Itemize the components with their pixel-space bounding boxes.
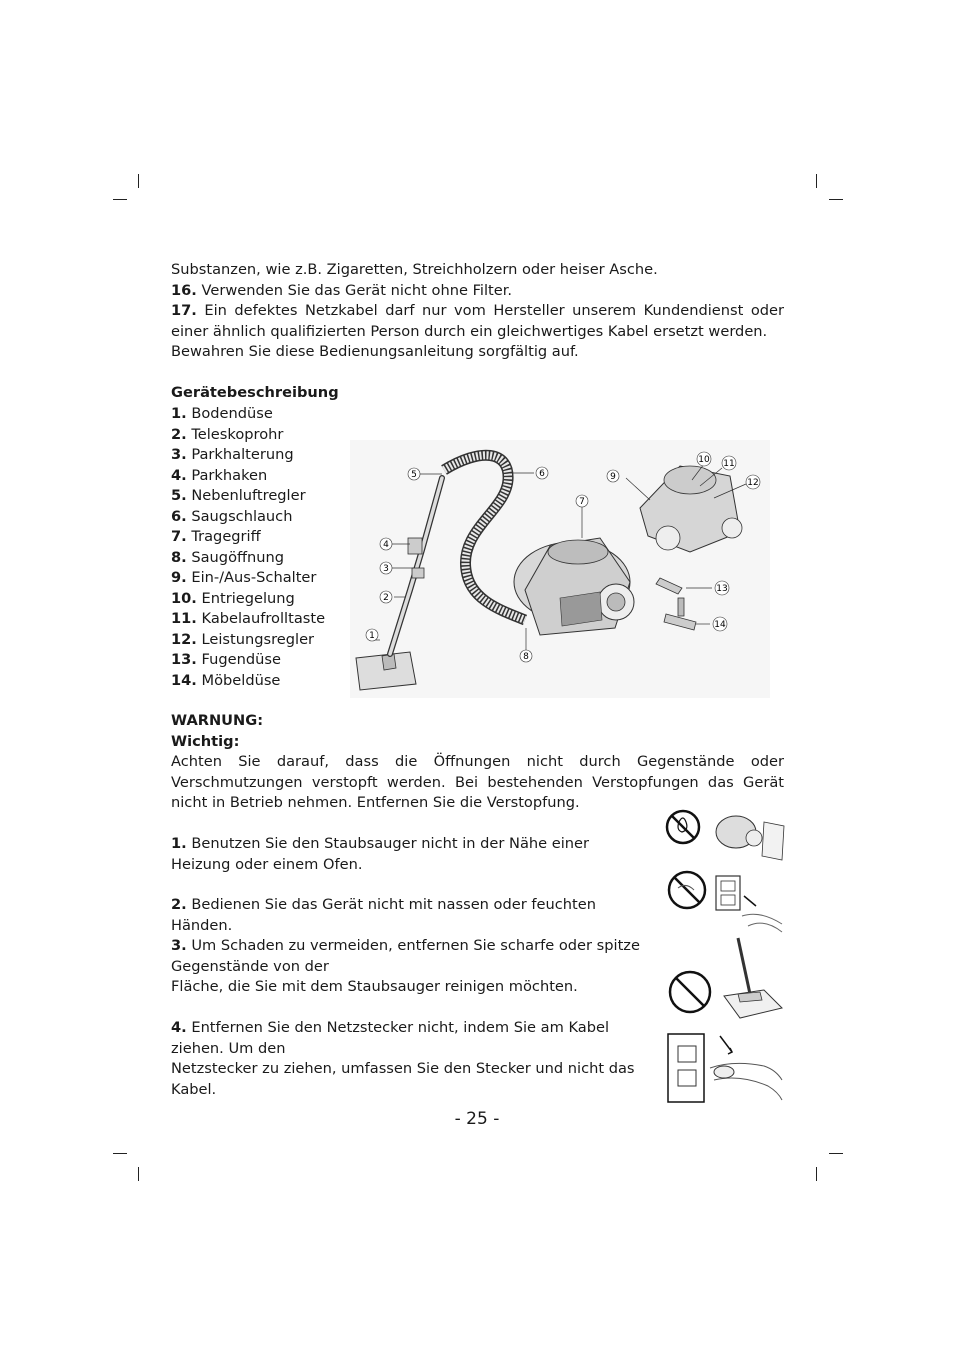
intro-line: Substanzen, wie z.B. Zigaretten, Streichholzern oder heiser Asche. xyxy=(171,261,658,278)
item-number: 11. xyxy=(171,610,197,627)
warning-text: Achten Sie darauf, dass die Öffnungen nicht durch Gegenstände oder Verschmutzungen verstopft werden. Bei bestehenden Verstopfungen das Gerät nicht in Betrieb nehmen. Entfernen Sie die Verstopfung. xyxy=(171,753,784,811)
callout-2: 2 xyxy=(383,593,389,603)
item-number: 4. xyxy=(171,1019,187,1036)
item-text: Ein defektes Netzkabel darf nur vom Hersteller unserem Kundendienst oder einer ähnlich qualifizierten Person durch ein gleichwertiges Kabel ersetzt werden. xyxy=(171,302,784,340)
item-number: 14. xyxy=(171,671,197,689)
item-number: 3. xyxy=(171,937,187,954)
item-number: 6. xyxy=(171,507,187,525)
item-label: Entriegelung xyxy=(201,589,295,607)
item-label: Teleskoprohr xyxy=(191,425,284,443)
callout-8: 8 xyxy=(523,652,529,662)
callout-5: 5 xyxy=(411,470,417,480)
item-number: 5. xyxy=(171,487,187,504)
warning-sharp-objects-illustration xyxy=(664,936,786,1026)
warning-subheading: Wichtig: xyxy=(171,733,240,750)
parts-list-item xyxy=(171,548,284,569)
callout-1: 1 xyxy=(369,631,375,641)
parts-list-item xyxy=(171,589,295,610)
keep-manual-note: Bewahren Sie diese Bedienungsanleitung sorgfältig auf. xyxy=(171,343,579,360)
item-number: 16. xyxy=(171,282,197,299)
warning-item-4 xyxy=(171,1018,653,1100)
item-number: 9. xyxy=(171,569,187,586)
item-label: Parkhalterung xyxy=(191,446,294,463)
crop-mark xyxy=(113,199,127,200)
item-label: Kabelaufrolltaste xyxy=(201,610,326,627)
callout-7: 7 xyxy=(579,497,585,507)
item-number: 3. xyxy=(171,446,187,463)
callout-13: 13 xyxy=(716,584,728,594)
item-number: 7. xyxy=(171,528,187,545)
page-number: - 25 - xyxy=(454,1109,500,1129)
item-number: 1. xyxy=(171,835,187,852)
item-number: 2. xyxy=(171,425,187,443)
item-text: Um Schaden zu vermeiden, entfernen Sie scharfe oder spitze Gegenstände von der xyxy=(171,937,640,975)
item-number: 1. xyxy=(171,405,187,422)
callout-11: 11 xyxy=(723,459,735,469)
warning-wet-hands-illustration xyxy=(664,866,786,936)
item-number: 4. xyxy=(171,466,187,484)
item-label: Ein-/Aus-Schalter xyxy=(191,569,317,586)
item-label: Parkhaken xyxy=(191,466,268,484)
crop-mark xyxy=(829,1153,843,1154)
parts-list-item xyxy=(171,445,294,466)
item-16 xyxy=(171,281,512,302)
vacuum-diagram xyxy=(350,440,770,698)
parts-list-item xyxy=(171,650,281,671)
warning-item-1 xyxy=(171,834,653,875)
crop-mark xyxy=(138,174,139,188)
item-label: Fugendüse xyxy=(201,651,281,668)
item-text-continued: Fläche, die Sie mit dem Staubsauger reinigen möchten. xyxy=(171,978,578,995)
parts-list-item xyxy=(171,609,325,630)
item-label: Bodendüse xyxy=(191,405,273,422)
item-number: 8. xyxy=(171,548,187,566)
item-label: Nebenluftregler xyxy=(191,487,306,504)
parts-list-item xyxy=(171,466,267,487)
item-text: Bedienen Sie das Gerät nicht mit nassen oder feuchten Händen. xyxy=(171,896,596,934)
floor-nozzle-drawing xyxy=(356,652,416,690)
parts-list-item xyxy=(171,671,280,692)
item-text: Verwenden Sie das Gerät nicht ohne Filter. xyxy=(196,282,513,299)
parts-heading: Gerätebeschreibung xyxy=(171,384,339,401)
item-number: 12. xyxy=(171,630,197,648)
item-number: 13. xyxy=(171,651,197,668)
item-label: Saugschlauch xyxy=(191,507,293,525)
item-text: Entfernen Sie den Netzstecker nicht, indem Sie am Kabel ziehen. Um den xyxy=(171,1019,609,1057)
parts-list-item xyxy=(171,568,316,589)
parts-list-item xyxy=(171,527,261,548)
callout-12: 12 xyxy=(747,478,759,488)
crop-mark xyxy=(816,174,817,188)
item-label: Möbeldüse xyxy=(201,671,281,689)
callout-4: 4 xyxy=(383,540,389,550)
crop-mark xyxy=(829,199,843,200)
crop-mark xyxy=(138,1167,139,1181)
parts-list-item xyxy=(171,507,292,528)
parts-list-item xyxy=(171,630,314,651)
parts-list-item xyxy=(171,486,306,507)
crop-mark xyxy=(816,1167,817,1181)
warning-item-2 xyxy=(171,895,653,936)
callout-9: 9 xyxy=(610,472,616,482)
item-label: Leistungsregler xyxy=(201,630,315,648)
warning-heading: WARNUNG: xyxy=(171,712,264,729)
item-label: Tragegriff xyxy=(191,528,261,545)
warning-heater-illustration xyxy=(664,804,786,864)
parts-list-item xyxy=(171,425,283,446)
item-number: 17. xyxy=(171,302,197,319)
warning-unplug-illustration xyxy=(664,1030,786,1104)
item-number: 2. xyxy=(171,896,187,913)
warning-item-3 xyxy=(171,936,653,998)
item-number: 10. xyxy=(171,589,197,607)
crop-mark xyxy=(113,1153,127,1154)
item-17 xyxy=(171,301,784,342)
callout-6: 6 xyxy=(539,469,545,479)
callout-10: 10 xyxy=(698,455,710,465)
callout-14: 14 xyxy=(714,620,726,630)
item-text: Benutzen Sie den Staubsauger nicht in der Nähe einer Heizung oder einem Ofen. xyxy=(171,835,590,873)
parts-list-item xyxy=(171,404,273,425)
callout-3: 3 xyxy=(383,564,389,574)
item-label: Saugöffnung xyxy=(191,548,285,566)
item-text-continued: Netzstecker zu ziehen, umfassen Sie den Stecker und nicht das Kabel. xyxy=(171,1060,635,1098)
